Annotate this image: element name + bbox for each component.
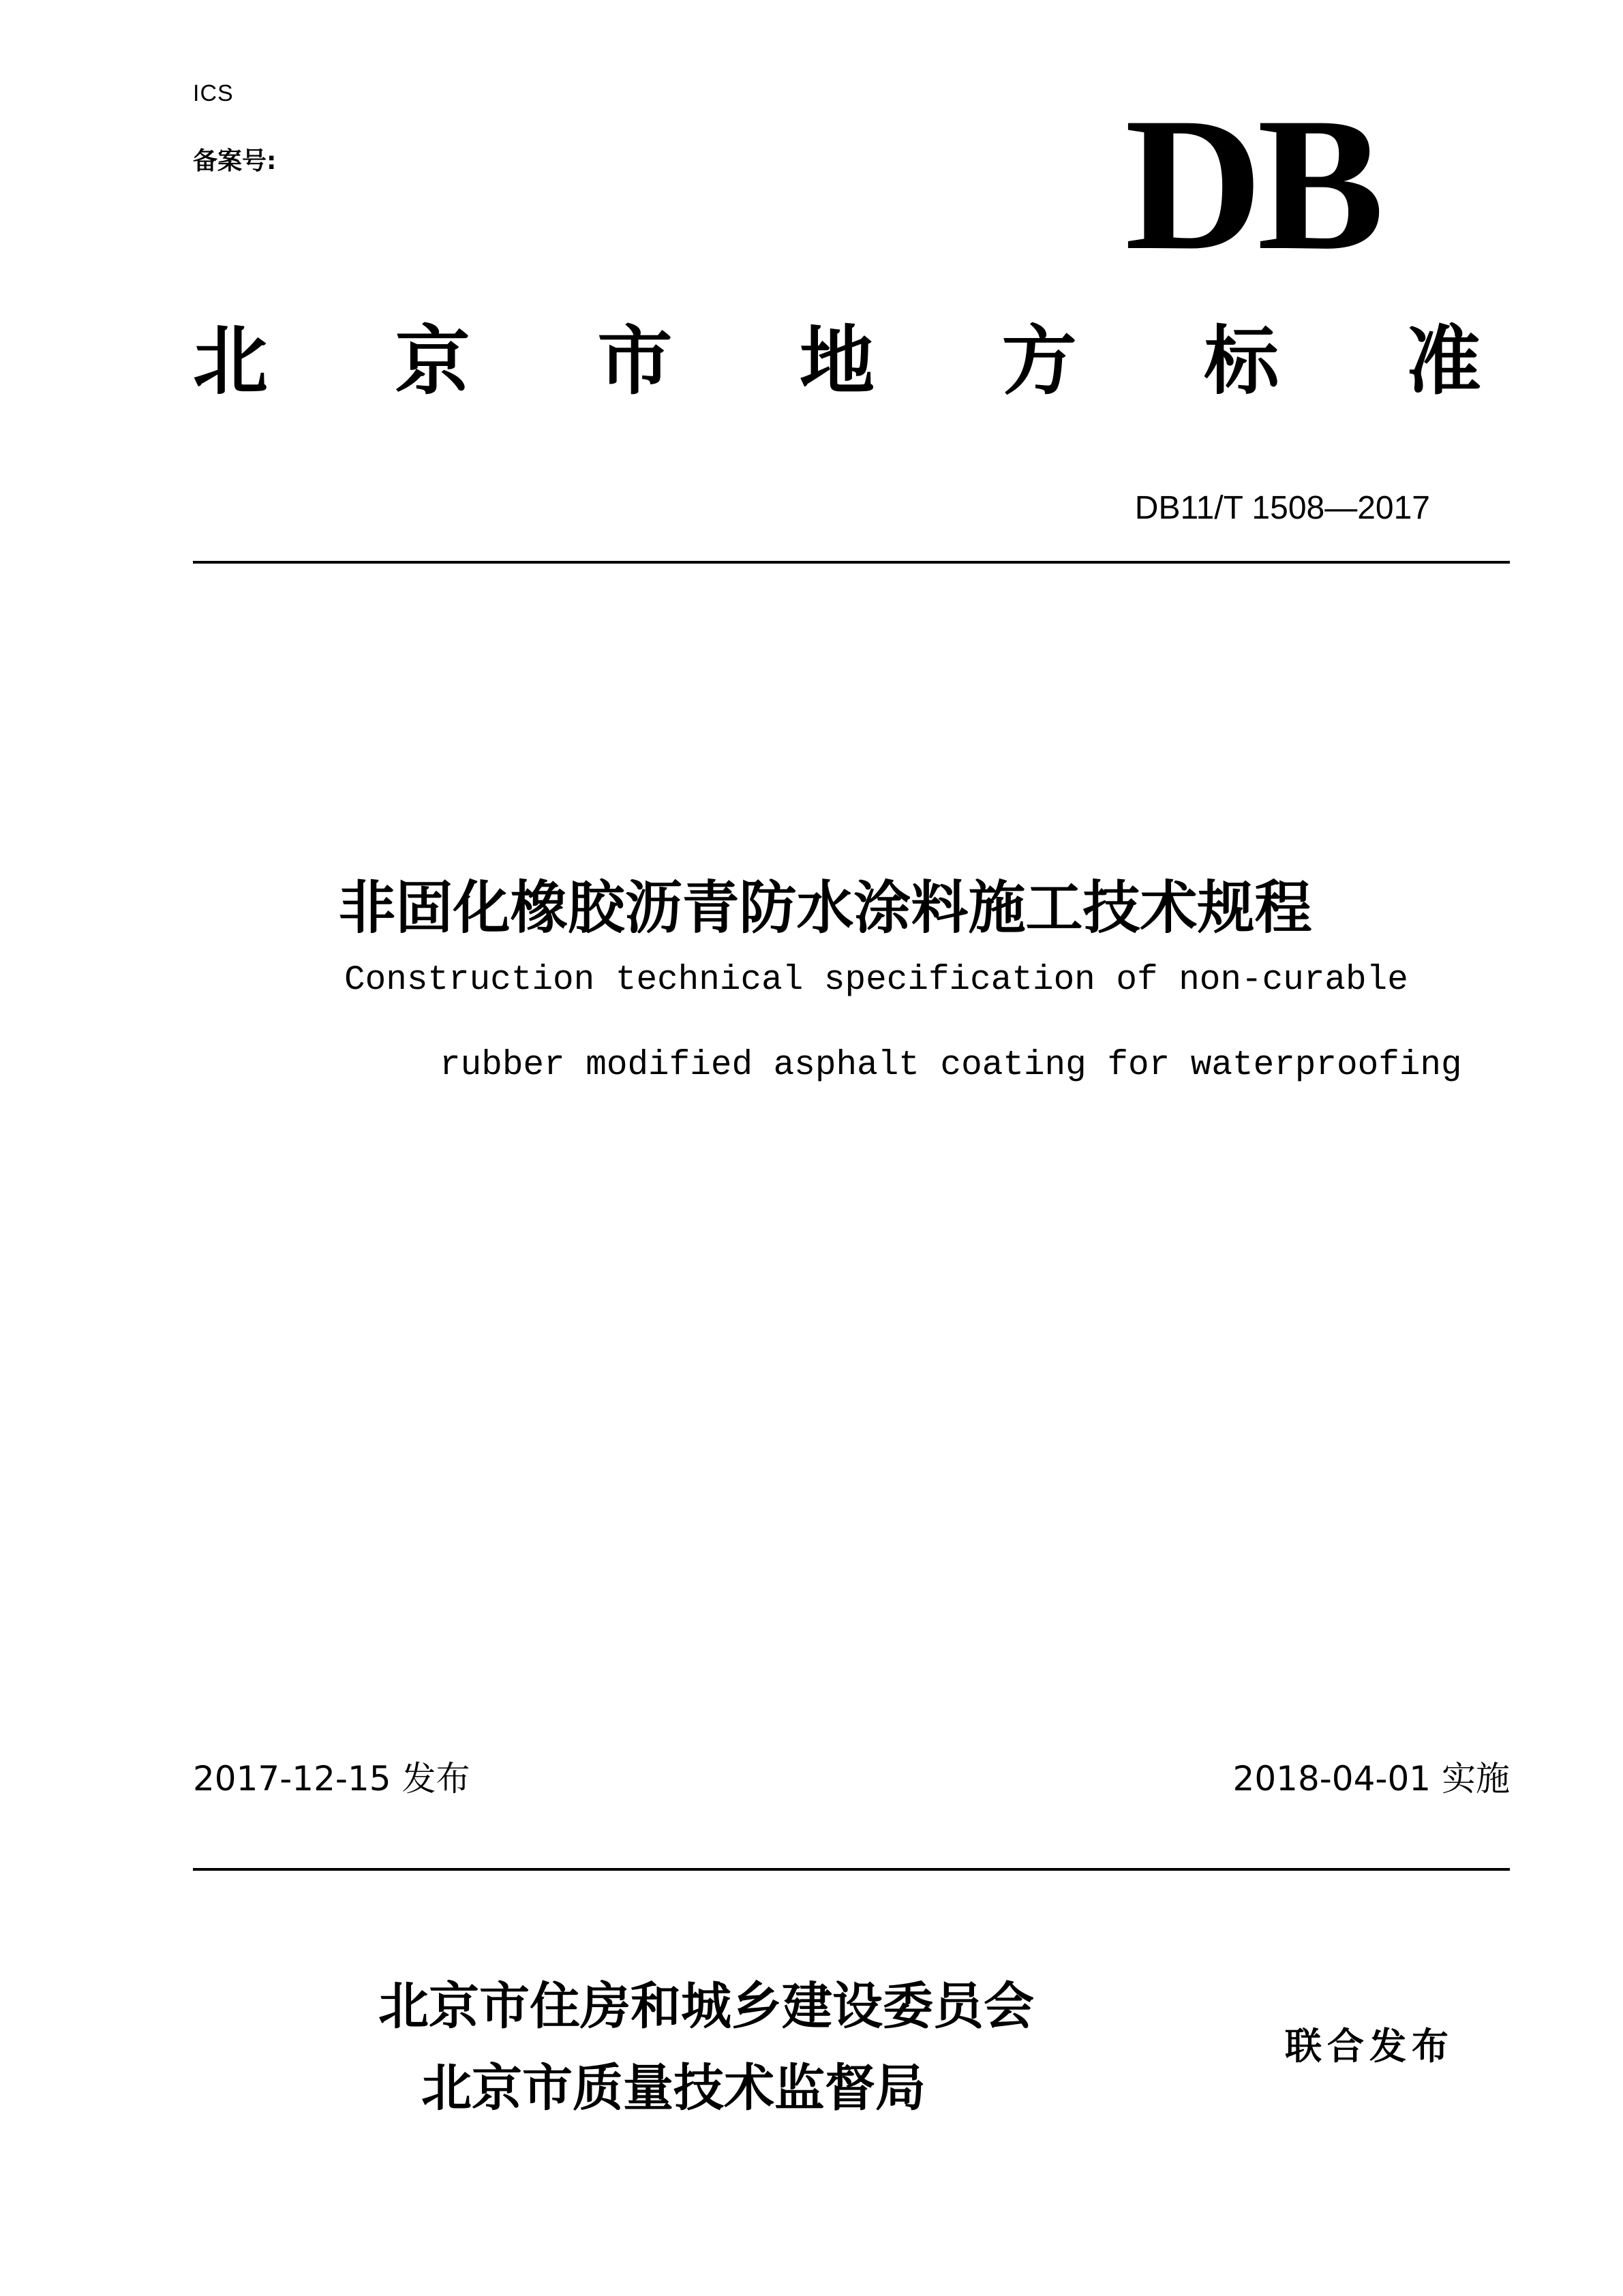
standard-type-heading [193, 318, 1481, 405]
joint-issue-label: 联合发布 [1285, 2025, 1454, 2068]
top-divider [193, 561, 1510, 564]
record-number-label: 备案号: [193, 147, 277, 175]
standard-type-char: 地 [799, 318, 875, 405]
standard-type-char: 北 [193, 318, 268, 405]
standard-type-char: 市 [597, 318, 673, 405]
standard-type-char: 准 [1406, 318, 1481, 405]
standard-type-char: 方 [1001, 318, 1077, 405]
issuer-housing-commission: 北京市住房和城乡建设委员会 [378, 1977, 1034, 2036]
document-title-en-line2: rubber modified asphalt coating for waterproofing [440, 1046, 1462, 1085]
document-title-en-line1: Construction technical specification of non-curable [344, 961, 1408, 1000]
standard-code: DB11/T 1508—2017 [1134, 490, 1430, 526]
db-logo-mark: DB [1125, 78, 1379, 290]
ics-label: ICS [193, 80, 234, 106]
bottom-divider [193, 1868, 1510, 1871]
issue-date: 2017-12-15 发布 [193, 1759, 470, 1798]
document-title-cn: 非固化橡胶沥青防水涂料施工技术规程 [338, 874, 1312, 941]
standard-type-char: 京 [395, 318, 470, 405]
issuer-quality-bureau: 北京市质量技术监督局 [421, 2059, 926, 2117]
standard-type-char: 标 [1204, 318, 1279, 405]
implementation-date: 2018-04-01 实施 [1232, 1759, 1510, 1798]
